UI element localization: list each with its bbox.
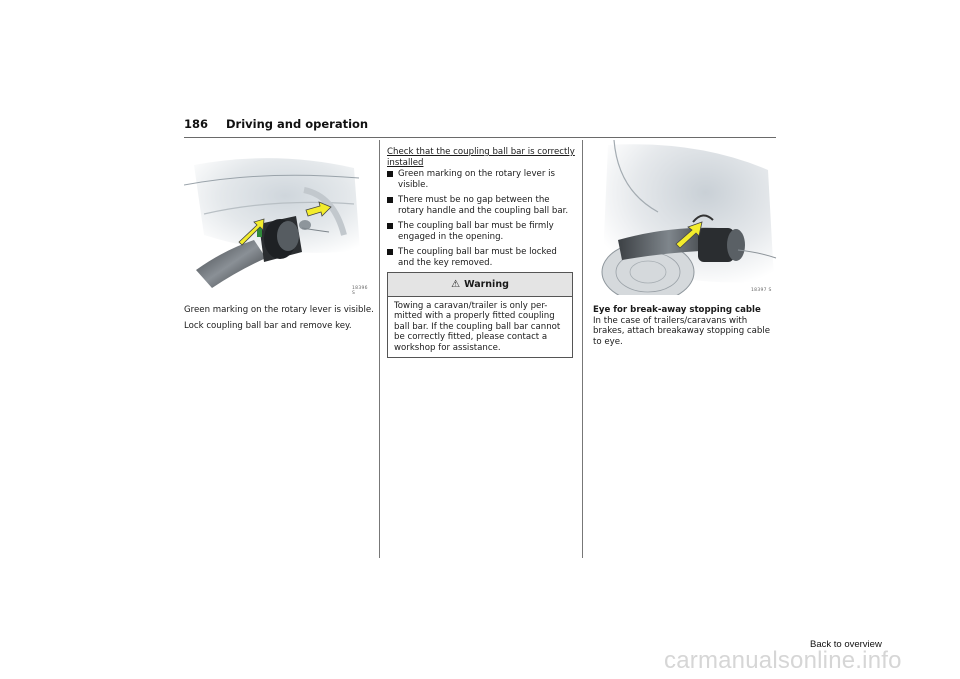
column-divider-left: [379, 140, 380, 558]
warning-box: [387, 272, 573, 358]
square-bullet-icon: [387, 249, 393, 255]
breakaway-section: [593, 305, 781, 347]
square-bullet-icon: [387, 197, 393, 203]
header-rule: [184, 137, 776, 138]
check-section: [387, 147, 575, 273]
list-item: The coupling ball bar must be firmly engaged in the opening.: [387, 221, 575, 243]
site-watermark: carmanualsonline.info: [664, 647, 902, 674]
warning-text: Towing a caravan/trailer is only per-mitted with a properly fitted coupling ball bar. If the coupling ball bar cannot be correctly fitted, please contact a workshop for assistance.: [394, 301, 561, 353]
list-item: The coupling ball bar must be locked and the key removed.: [387, 247, 575, 269]
page-number: 186: [184, 117, 209, 131]
caption-lock-coupling: Lock coupling ball bar and remove key.: [184, 321, 352, 331]
check-subheading: Check that the coupling ball bar is correctly installed: [387, 147, 575, 168]
coupling-ball-bar-illustration: [184, 140, 370, 295]
warning-title: Warning: [464, 279, 509, 290]
check-list: [387, 169, 575, 269]
square-bullet-icon: [387, 223, 393, 229]
caption-green-marking: Green marking on the rotary lever is visible.: [184, 305, 374, 315]
section-title: Driving and operation: [226, 117, 369, 131]
warning-triangle-icon: ⚠: [451, 279, 461, 290]
figure-number-left: 18396 S: [352, 286, 368, 296]
breakaway-text: In the case of trailers/caravans with brakes, attach breakaway stopping cable to eye.: [593, 315, 771, 347]
breakaway-eye-illustration: [588, 140, 778, 295]
figure-number-right: 18397 S: [751, 288, 772, 293]
list-item: There must be no gap between the rotary handle and the coupling ball bar.: [387, 195, 575, 217]
breakaway-heading: Eye for break-away stopping cable: [593, 305, 761, 315]
page-header: [184, 117, 368, 131]
column-divider-right: [582, 140, 583, 558]
square-bullet-icon: [387, 171, 393, 177]
warning-header: [388, 273, 572, 297]
list-item: Green marking on the rotary lever is visible.: [387, 169, 575, 191]
back-to-overview-link[interactable]: Back to overview: [810, 639, 882, 650]
